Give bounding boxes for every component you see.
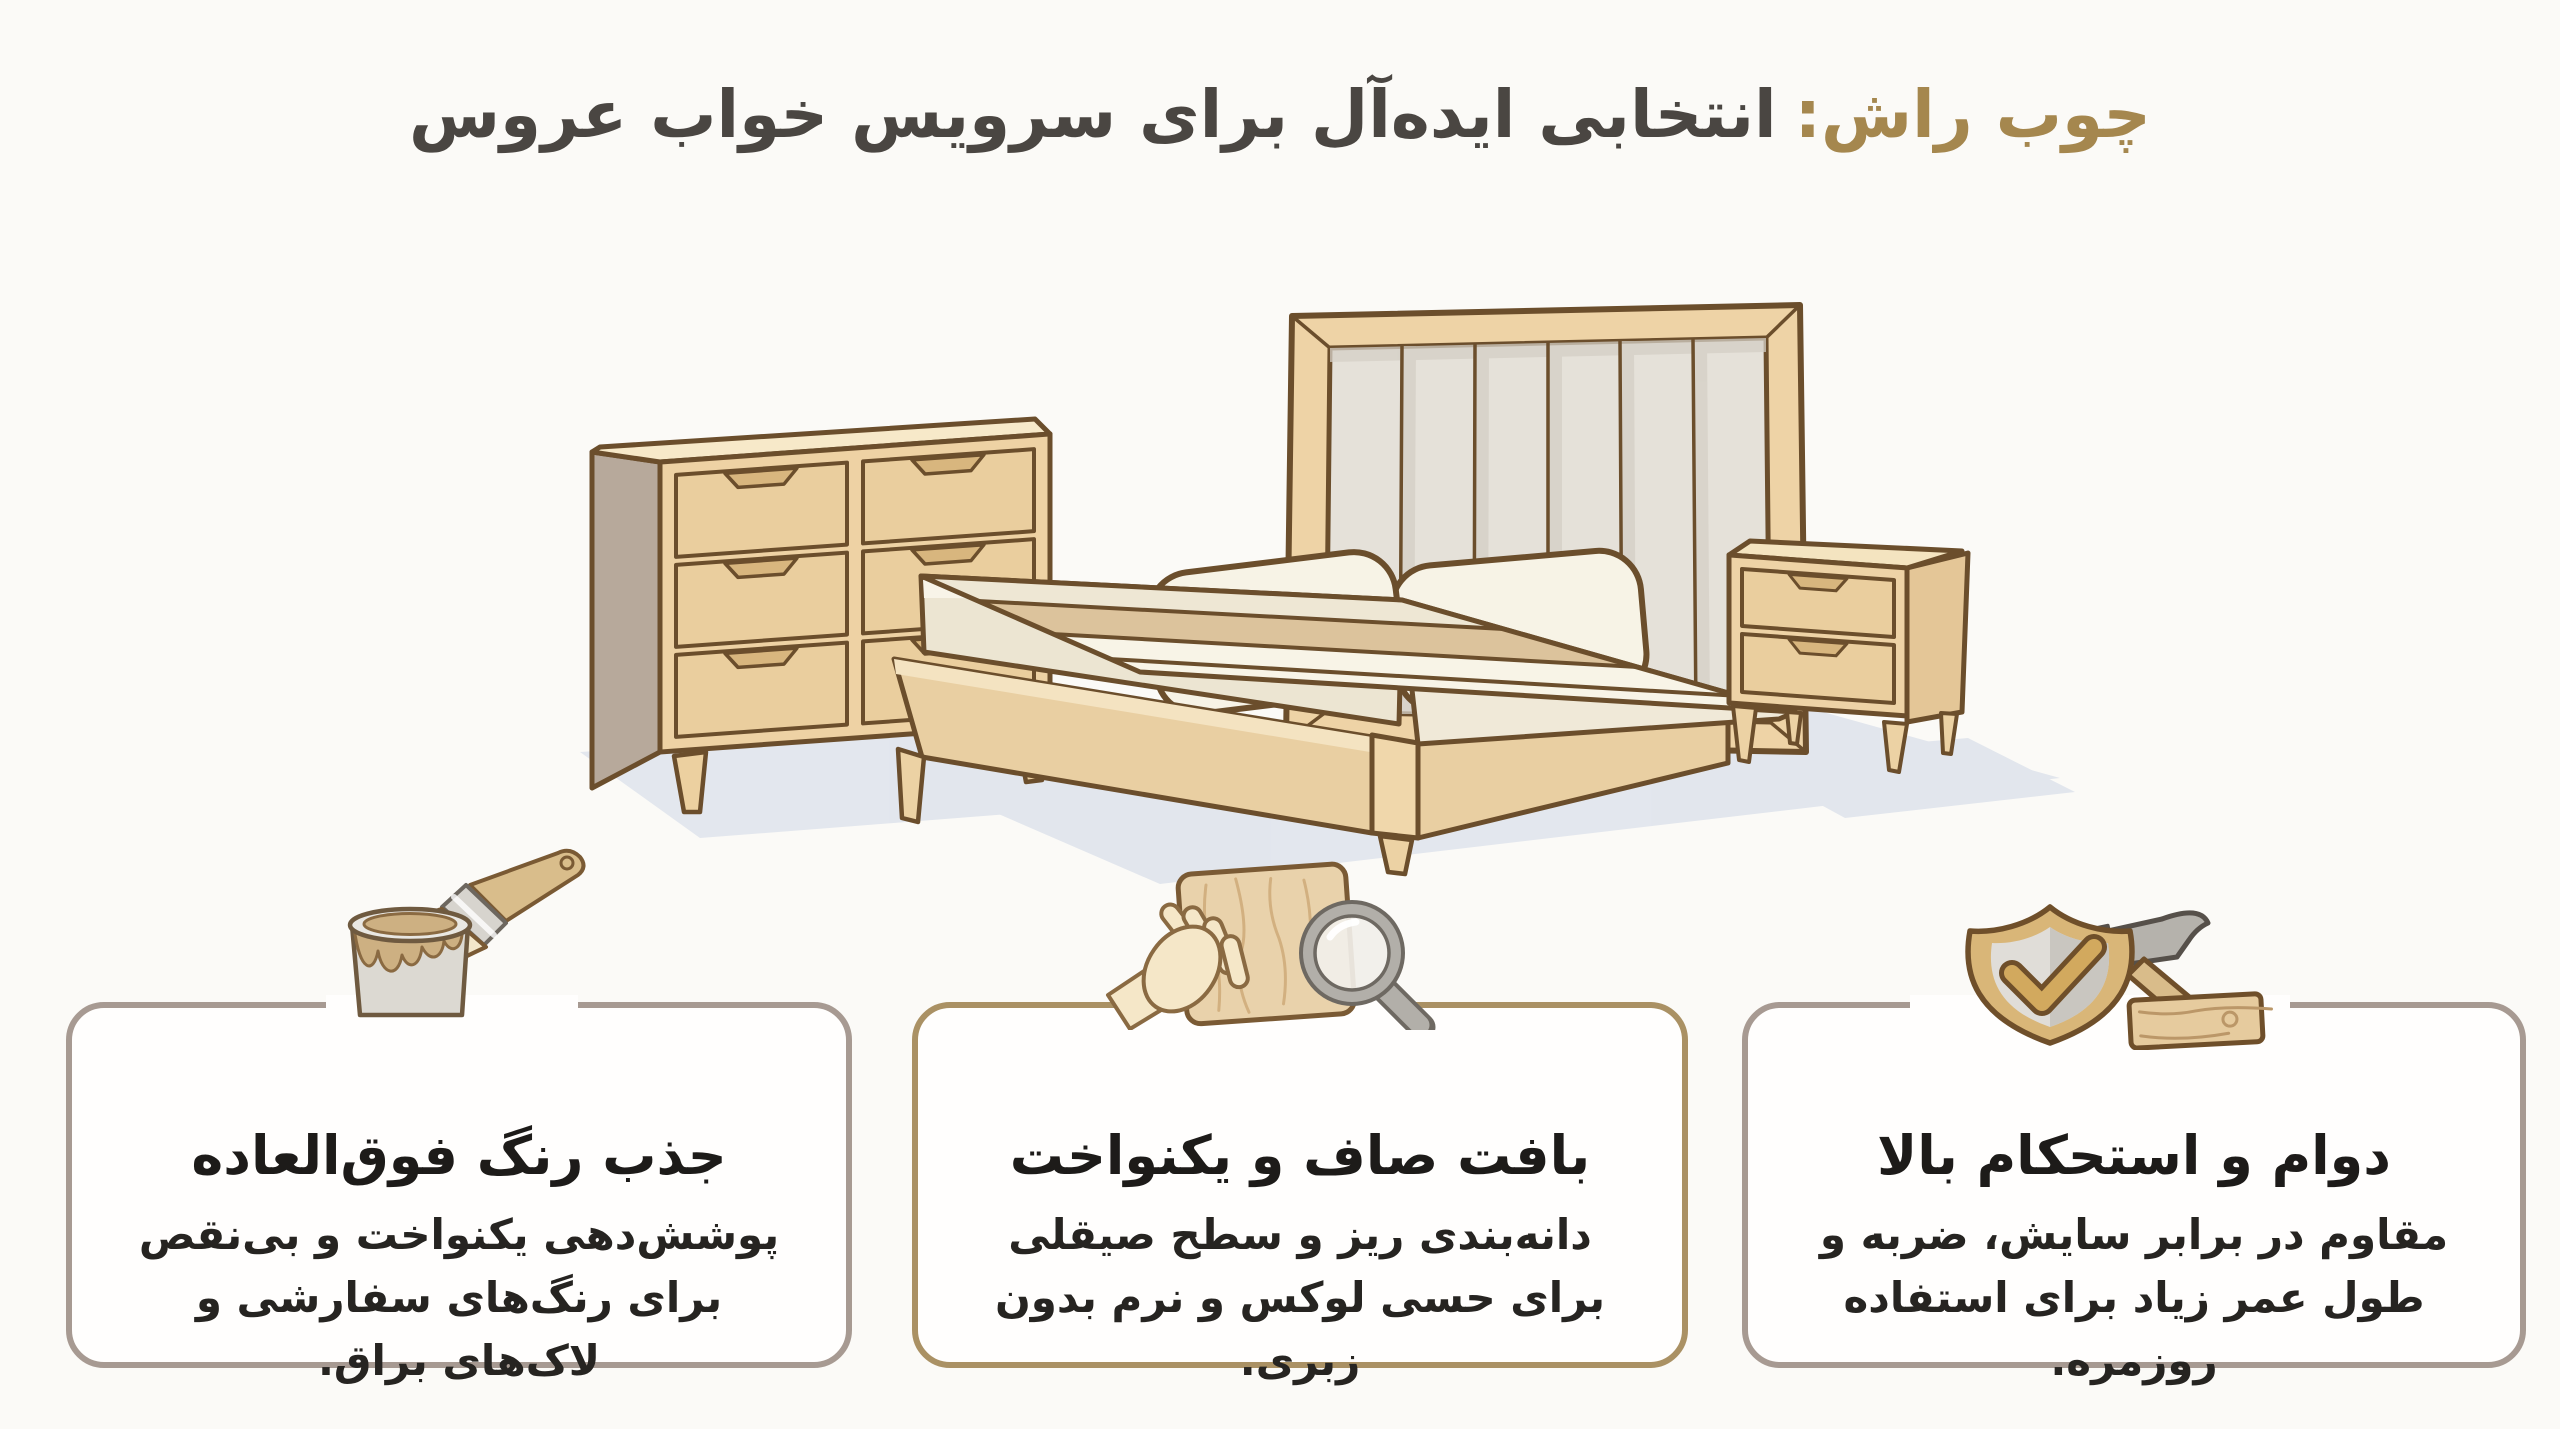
page-title-brand: چوب راش: — [1794, 76, 2151, 153]
shield-hammer-wood-icon — [1900, 845, 2320, 1050]
card-texture-title: بافت صاف و یکنواخت — [1009, 1124, 1591, 1187]
page-title-rest: انتخابی ایده‌آل برای سرویس خواب عروس — [408, 76, 1777, 153]
card-paint-body: پوشش‌دهی یکنواخت و بی‌نقص برای رنگ‌های سفارشی و لاک‌های براق. — [138, 1210, 780, 1385]
card-paint-absorption — [66, 1002, 852, 1385]
card-paint-title: جذب رنگ فوق‌العاده — [191, 1124, 727, 1187]
wood-plank — [2129, 993, 2273, 1048]
card-durability-body: مقاوم در برابر سایش، ضربه و طول عمر زیاد برای استفاده روزمره. — [1819, 1210, 2449, 1385]
paint-can-brush-icon — [290, 840, 620, 1025]
card-durability-title: دوام و استحکام بالا — [1877, 1124, 2391, 1187]
card-smooth-texture — [912, 1002, 1688, 1385]
card-durability — [1742, 1002, 2526, 1385]
card-texture-body: دانه‌بندی ریز و سطح صیقلی برای حسی لوکس و نرم بدون زبری. — [994, 1210, 1606, 1385]
hand-wood-magnifier-icon — [1090, 845, 1450, 1030]
